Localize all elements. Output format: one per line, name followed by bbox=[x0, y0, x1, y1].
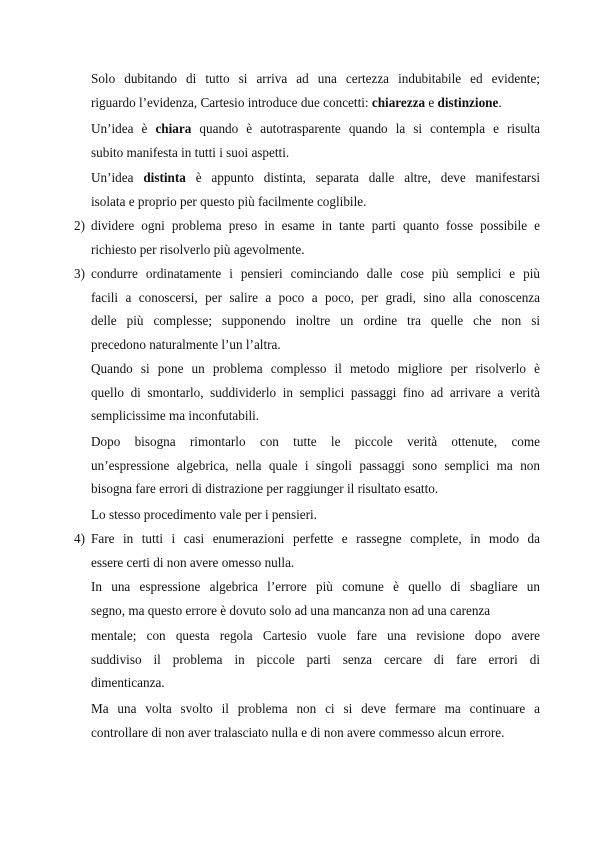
text-line: In una espressione algebrica l’errore più comune è quello di sbagliare un bbox=[91, 579, 540, 594]
list-item-3 bbox=[74, 262, 540, 357]
text-line: Ma una volta svolto il problema non ci si deve fermare ma continuare a bbox=[91, 701, 540, 716]
text-line: bisogna fare errori di distrazione per raggiunger il risultato esatto. bbox=[91, 481, 439, 497]
text-line: suddiviso il problema in piccole parti senza cercare di fare errori di bbox=[91, 651, 540, 667]
list-item-2 bbox=[74, 214, 540, 261]
text-line: Un’idea distinta è appunto distinta, separata dalle altre, deve manifestarsi bbox=[91, 170, 540, 185]
list-number: 4) bbox=[74, 531, 85, 546]
paragraph-controllare bbox=[91, 697, 540, 744]
paragraph-metodo bbox=[91, 357, 540, 428]
list-number: 3) bbox=[74, 266, 85, 281]
term-distinta: distinta bbox=[143, 170, 186, 185]
text-line: subito manifesta in tutti i suoi aspetti. bbox=[91, 144, 290, 160]
text-line: Fare in tutti i casi enumerazioni perfette e rassegne complete, in modo da bbox=[91, 531, 540, 546]
paragraph-pensieri bbox=[91, 503, 540, 527]
text-line: semplicissime ma inconfutabili. bbox=[91, 408, 260, 424]
text-line: Dopo bisogna rimontarlo con tutte le piccole verità ottenute, come bbox=[91, 434, 540, 449]
paragraph-idea-chiara bbox=[91, 117, 540, 164]
text-line: Solo dubitando di tutto si arriva ad una certezza indubitabile ed evidente; bbox=[91, 71, 540, 86]
text-line: delle più complesse; supponendo inoltre un ordine tra quelle che non si bbox=[91, 313, 540, 329]
text-line: richiesto per risolverlo più agevolmente. bbox=[91, 241, 305, 257]
paragraph-revisione bbox=[91, 624, 540, 695]
text-line: facili a conoscersi, per salire a poco a poco, per gradi, sino alla conoscenza bbox=[91, 289, 540, 305]
text-line: controllare di non aver tralasciato nulla e di non avere commesso alcun errore. bbox=[91, 724, 505, 740]
text-line: dividere ogni problema preso in esame in tante parti quanto fosse possibile e bbox=[91, 218, 540, 233]
text-line: un’espressione algebrica, nella quale i singoli passaggi sono semplici ma non bbox=[91, 457, 540, 473]
text-line: Lo stesso procedimento vale per i pensieri. bbox=[91, 507, 317, 522]
term-chiara: chiara bbox=[155, 121, 192, 136]
text-line: Quando si pone un problema complesso il metodo migliore per risolverlo è bbox=[91, 361, 540, 376]
paragraph-certezza bbox=[91, 67, 540, 114]
list-number: 2) bbox=[74, 218, 85, 233]
text-line: segno, ma questo errore è dovuto solo ad una mancanza non ad una carenza bbox=[91, 602, 491, 618]
text-line: dimenticanza. bbox=[91, 675, 165, 691]
term-chiarezza: chiarezza bbox=[371, 94, 426, 110]
text-line: mentale; con questa regola Cartesio vuole fare una revisione dopo avere bbox=[91, 628, 540, 643]
paragraph-rimontarlo bbox=[91, 430, 540, 501]
text-line: precedono naturalmente l’un l’altra. bbox=[91, 337, 281, 353]
text-line: quello di smontarlo, suddividerlo in semplici passaggi fino ad arrivare a verità bbox=[91, 384, 540, 400]
paragraph-espressione bbox=[91, 575, 540, 622]
text-line: essere certi di non avere omesso nulla. bbox=[91, 554, 295, 570]
text-line: Un’idea è chiara quando è autotrasparente quando la si contempla e risulta bbox=[91, 121, 540, 136]
text-line: riguardo l’evidenza, Cartesio introduce due concetti: chiarezza e distinzione. bbox=[91, 94, 502, 110]
list-item-4 bbox=[74, 527, 540, 574]
text-line: condurre ordinatamente i pensieri cominciando dalle cose più semplici e più bbox=[91, 266, 540, 281]
term-distinzione: distinzione bbox=[437, 94, 499, 110]
text-line: isolata e proprio per questo più facilmente coglibile. bbox=[91, 193, 367, 209]
paragraph-idea-distinta bbox=[91, 166, 540, 213]
